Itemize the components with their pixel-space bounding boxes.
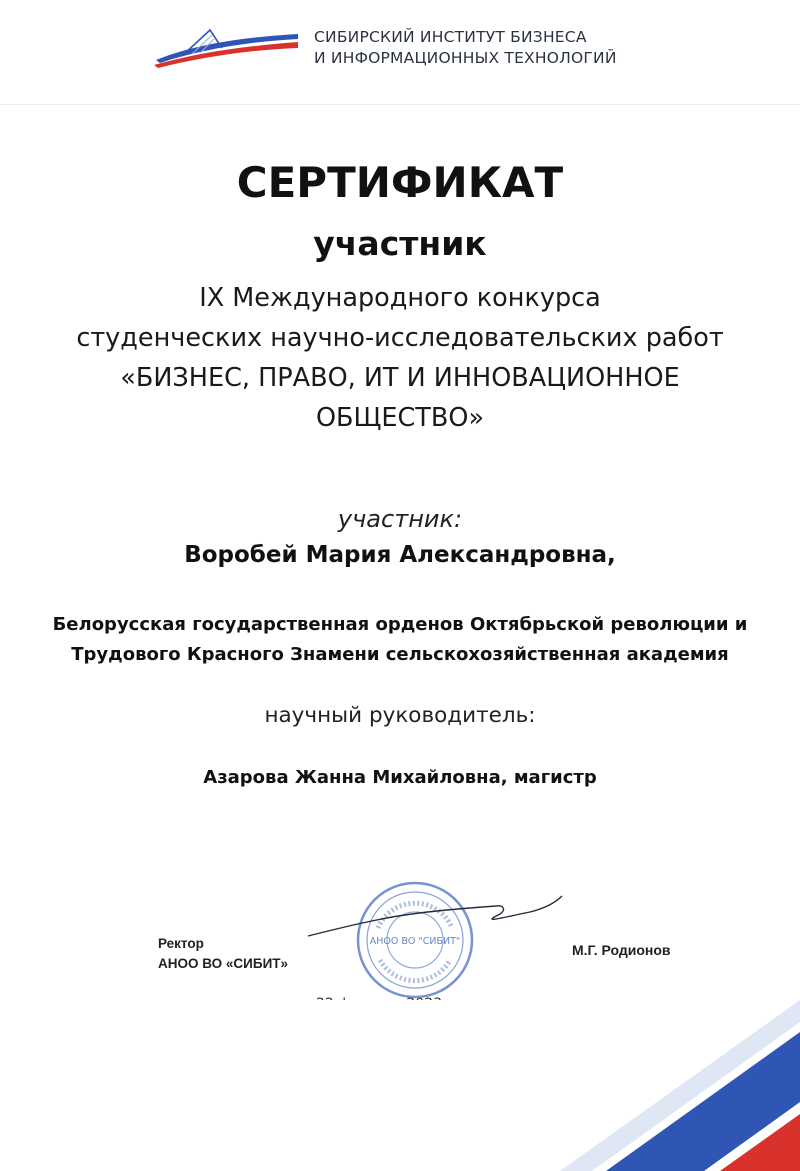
contest-line: IX Международного конкурса xyxy=(199,283,601,313)
certificate-subtitle: участник xyxy=(313,224,487,263)
participant-name: Воробей Мария Александровна, xyxy=(184,542,616,568)
handwritten-signature xyxy=(308,896,562,936)
institute-name-line-2: И ИНФОРМАЦИОННЫХ ТЕХНОЛОГИЙ xyxy=(314,49,617,67)
institute-name-line-1: СИБИРСКИЙ ИНСТИТУТ БИЗНЕСА xyxy=(314,28,587,46)
organization-line: Трудового Красного Знамени сельскохозяйственная академия xyxy=(71,644,729,665)
participant-role-label: участник: xyxy=(337,505,463,533)
contest-line: студенческих научно-исследовательских работ xyxy=(76,323,724,353)
certificate-title: СЕРТИФИКАТ xyxy=(236,158,564,207)
organization-name xyxy=(20,610,780,670)
supervisor-label: научный руководитель: xyxy=(264,703,536,728)
rector-title xyxy=(158,934,288,974)
organization-line: Белорусская государственная орденов Октябрьской революции и xyxy=(52,614,748,635)
stamp-text: АНОО ВО "СИБИТ" xyxy=(369,936,461,947)
contest-line: «БИЗНЕС, ПРАВО, ИТ И ИННОВАЦИОННОЕ xyxy=(120,363,680,393)
rector-line-2: АНОО ВО «СИБИТ» xyxy=(158,956,289,971)
supervisor-name: Азарова Жанна Михайловна, магистр xyxy=(203,767,597,788)
flag-wave-logo-icon xyxy=(152,26,300,70)
flag-stripes-decoration xyxy=(0,980,800,1171)
rector-line-1: Ректор xyxy=(158,936,204,951)
institute-name xyxy=(314,27,617,69)
contest-name xyxy=(20,278,780,438)
certificate-header xyxy=(0,0,800,105)
signer-name: М.Г. Родионов xyxy=(572,942,671,958)
contest-line: ОБЩЕСТВО» xyxy=(315,403,485,433)
